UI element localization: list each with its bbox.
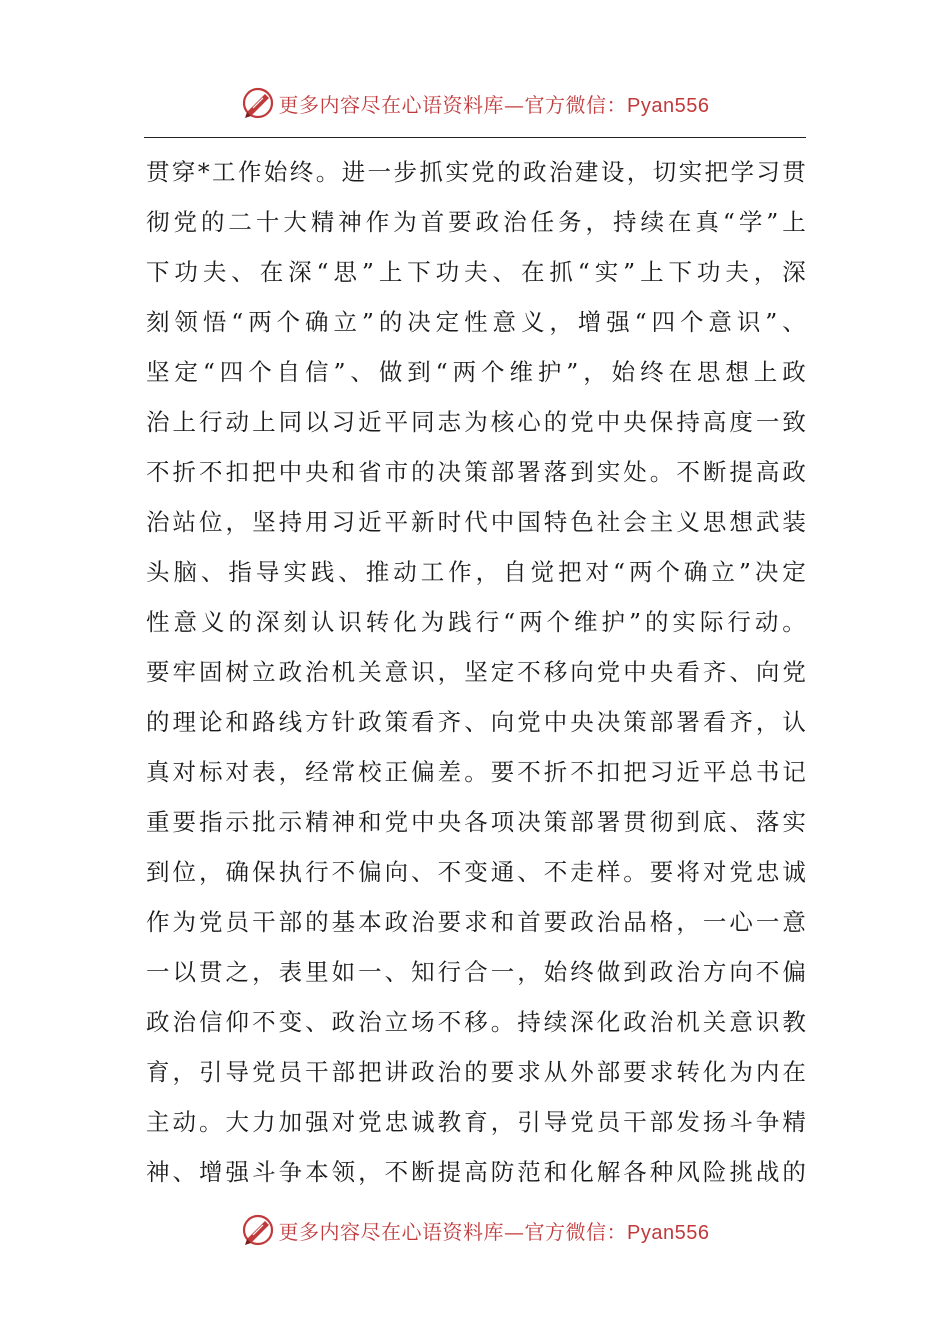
footer-site-text: 更多内容尽在心语资料库 [278, 1219, 505, 1244]
body-line: 性 意 义 的 深 刻 认 识 转 化 为 践 行 “ 两 个 维 护 ” 的 实 际 行 动 。 [146, 608, 806, 636]
body-line: 贯 穿 * 工 作 始 终 。 进 一 步 抓 实 党 的 政 治 建 设 ， 切 实 把 学 习 贯 [146, 158, 806, 186]
body-line: 主 动 。 大 力 加 强 对 党 忠 诚 教 育 ， 引 导 党 员 干 部 发 扬 斗 争 精 [146, 1108, 806, 1136]
header-banner [0, 83, 950, 123]
body-line: 下 功 夫 、 在 深 “ 思 ” 上 下 功 夫 、 在 抓 “ 实 ” 上 下 功 夫 ， 深 [146, 258, 806, 286]
body-line: 真 对 标 对 表 ， 经 常 校 正 偏 差 。 要 不 折 不 扣 把 习 近 平 总 书 记 [146, 758, 806, 786]
footer-wechat-id: Pyan556 [627, 1221, 710, 1244]
header-separator: — [504, 92, 525, 117]
header-divider [144, 137, 806, 138]
pen-circle-logo-icon [241, 86, 275, 120]
body-line: 育 ， 引 导 党 员 干 部 把 讲 政 治 的 要 求 从 外 部 要 求 转 化 为 内 在 [146, 1058, 806, 1086]
header-wechat-label: 官方微信： [524, 92, 628, 117]
footer-wechat-label: 官方微信： [524, 1219, 628, 1244]
body-line: 政 治 信 仰 不 变 、 政 治 立 场 不 移 。 持 续 深 化 政 治 机 关 意 识 教 [146, 1008, 806, 1036]
footer-banner-text [279, 1216, 710, 1245]
pen-circle-logo-icon [241, 1213, 275, 1247]
body-line: 的 理 论 和 路 线 方 针 政 策 看 齐 、 向 党 中 央 决 策 部 署 看 齐 ， 认 [146, 708, 806, 736]
header-site-text: 更多内容尽在心语资料库 [278, 92, 505, 117]
body-line: 一 以 贯 之 ， 表 里 如 一 、 知 行 合 一 ， 始 终 做 到 政 治 方 向 不 偏 [146, 958, 806, 986]
body-line: 到 位 ， 确 保 执 行 不 偏 向 、 不 变 通 、 不 走 样 。 要 将 对 党 忠 诚 [146, 858, 806, 886]
header-wechat-id: Pyan556 [627, 94, 710, 117]
body-line: 作 为 党 员 干 部 的 基 本 政 治 要 求 和 首 要 政 治 品 格 ， 一 心 一 意 [146, 908, 806, 936]
body-line: 不 折 不 扣 把 中 央 和 省 市 的 决 策 部 署 落 到 实 处 。 不 断 提 高 政 [146, 458, 806, 486]
body-line: 神 、 增 强 斗 争 本 领 ， 不 断 提 高 防 范 和 化 解 各 种 风 险 挑 战 的 [146, 1158, 806, 1186]
footer-separator: — [504, 1219, 525, 1244]
body-line: 刻 领 悟 “ 两 个 确 立 ” 的 决 定 性 意 义 ， 增 强 “ 四 个 意 识 ” 、 [146, 308, 806, 336]
body-line: 彻 党 的 二 十 大 精 神 作 为 首 要 政 治 任 务 ， 持 续 在 真 “ 学 ” 上 [146, 208, 806, 236]
body-line: 坚 定 “ 四 个 自 信 ” 、 做 到 “ 两 个 维 护 ” ， 始 终 在 思 想 上 政 [146, 358, 806, 386]
header-banner-text [279, 89, 710, 118]
body-line: 治 上 行 动 上 同 以 习 近 平 同 志 为 核 心 的 党 中 央 保 持 高 度 一 致 [146, 408, 806, 436]
document-body [146, 147, 806, 1197]
body-line: 要 牢 固 树 立 政 治 机 关 意 识 ， 坚 定 不 移 向 党 中 央 看 齐 、 向 党 [146, 658, 806, 686]
footer-banner [0, 1210, 950, 1250]
body-line: 重 要 指 示 批 示 精 神 和 党 中 央 各 项 决 策 部 署 贯 彻 到 底 、 落 实 [146, 808, 806, 836]
body-line: 治 站 位 ， 坚 持 用 习 近 平 新 时 代 中 国 特 色 社 会 主 义 思 想 武 装 [146, 508, 806, 536]
body-line: 头 脑 、 指 导 实 践 、 推 动 工 作 ， 自 觉 把 对 “ 两 个 确 立 ” 决 定 [146, 558, 806, 586]
